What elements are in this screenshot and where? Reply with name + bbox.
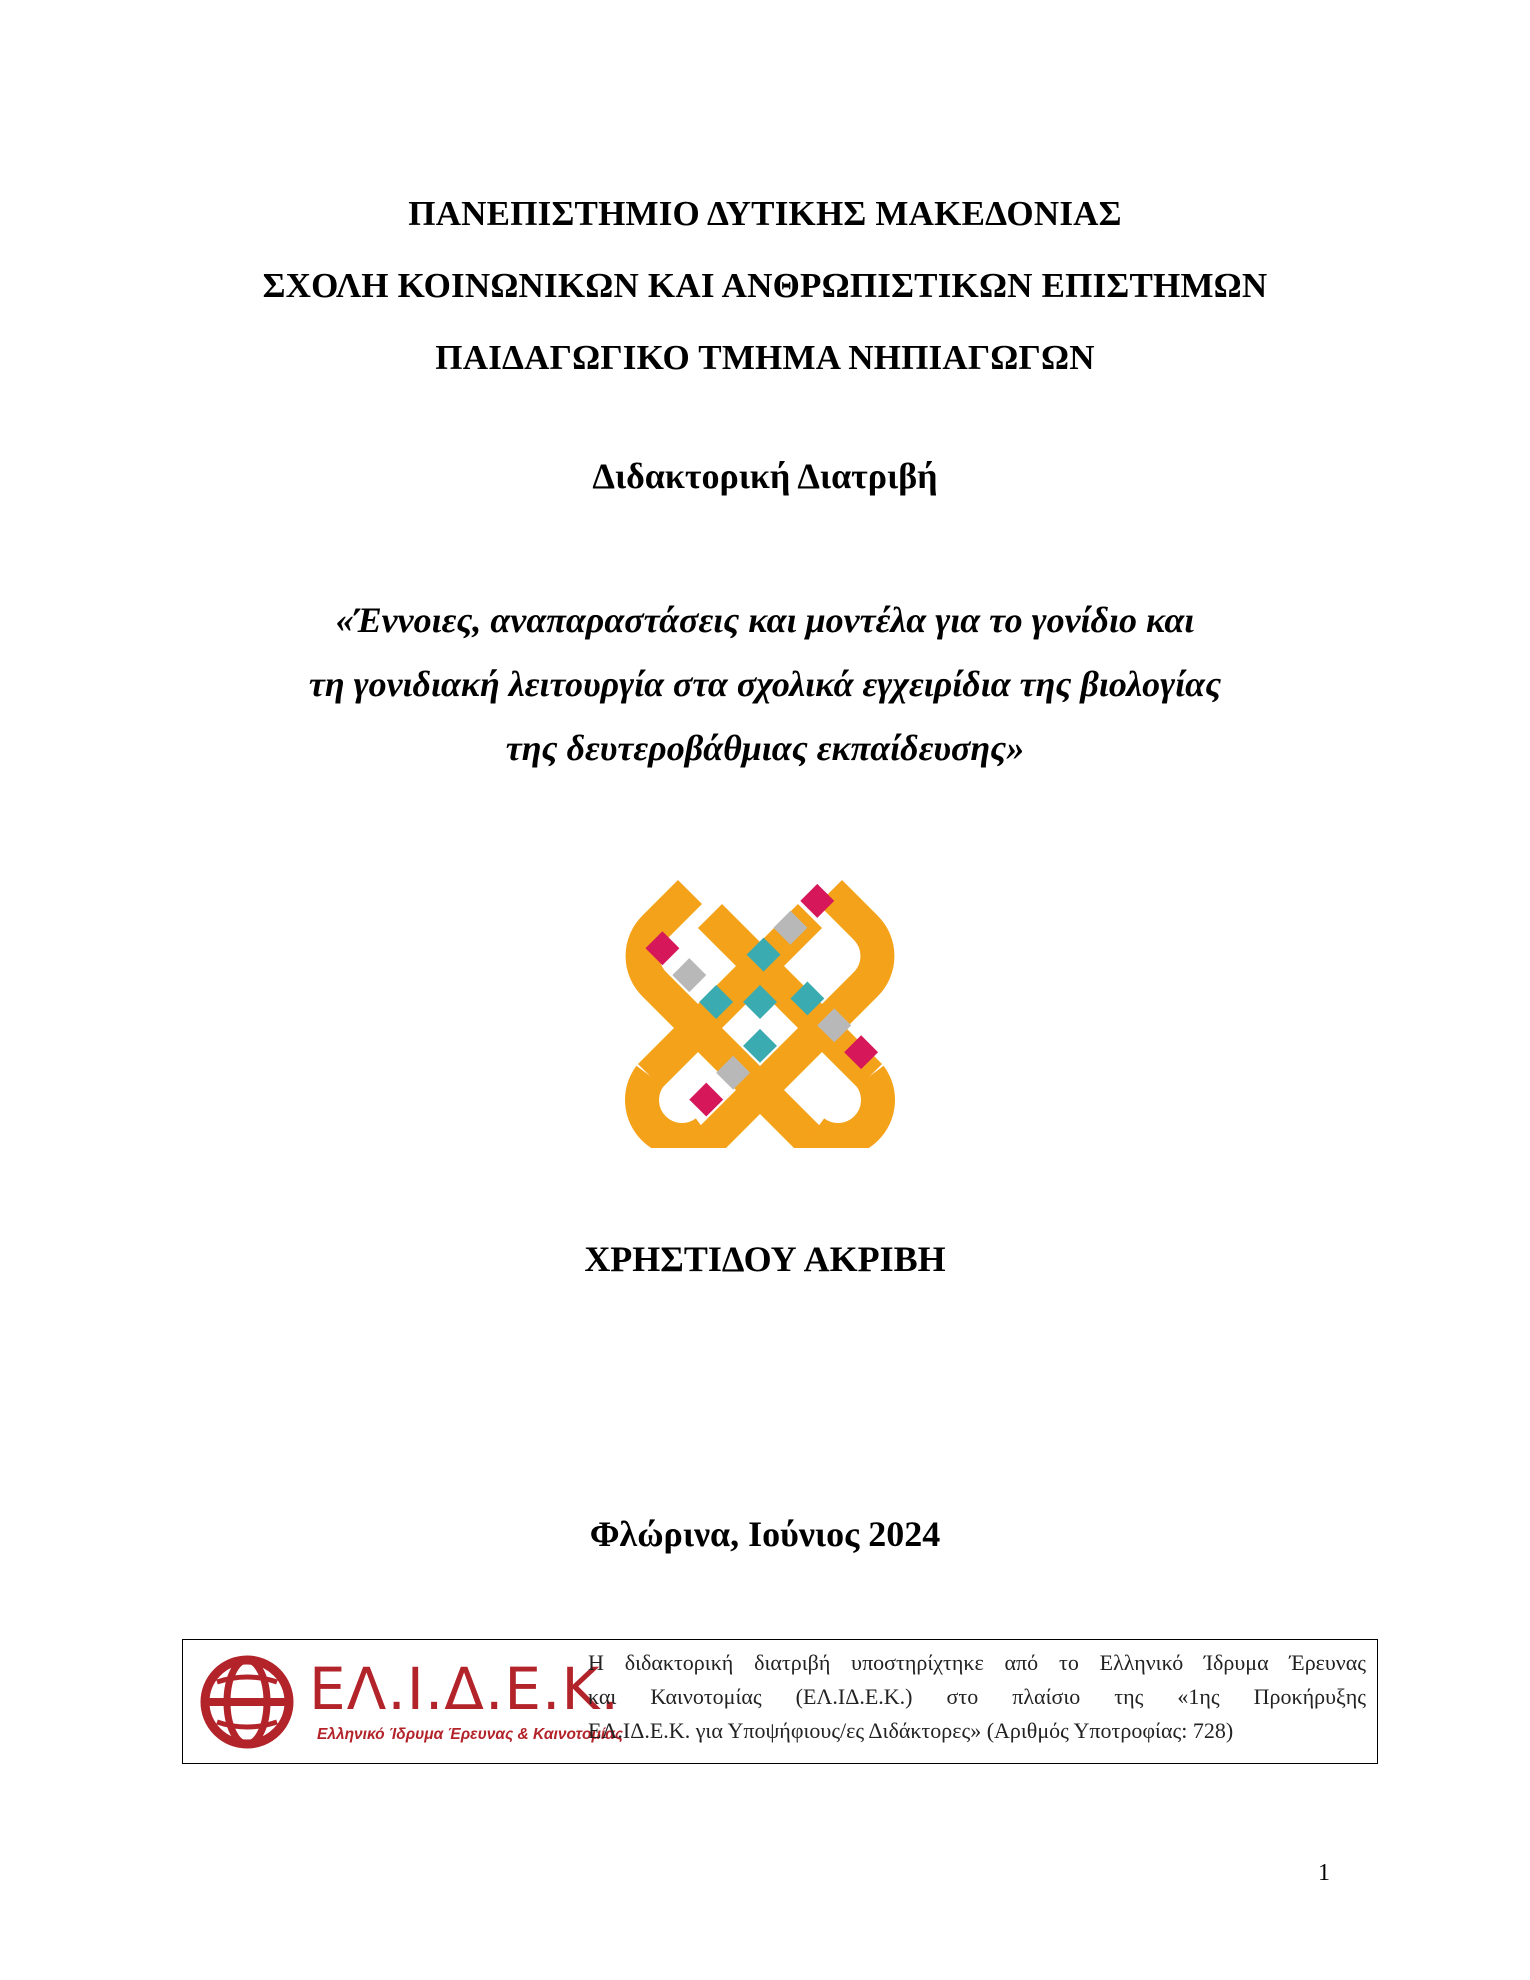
university-knot-logo-icon	[614, 856, 906, 1148]
funding-acknowledgement-box	[182, 1639, 1378, 1764]
thesis-title-line-3: της δευτεροβάθμιας εκπαίδευσης»	[505, 728, 1025, 768]
department-name: ΠΑΙΔΑΓΩΓΙΚΟ ΤΜΗΜΑ ΝΗΠΙΑΓΩΓΩΝ	[435, 338, 1095, 377]
university-name: ΠΑΝΕΠΙΣΤΗΜΙΟ ΔΥΤΙΚΗΣ ΜΑΚΕΔΟΝΙΑΣ	[408, 194, 1122, 233]
document-type: Διδακτορική Διατριβή	[592, 456, 938, 496]
elidek-logo-name: ΕΛ.Ι.Δ.Ε.Κ.	[309, 1655, 620, 1723]
institution-header	[0, 178, 1530, 394]
elidek-logo-subtitle: Ελληνικό Ίδρυμα Έρευνας & Καινοτομίας	[317, 1726, 623, 1743]
funding-text-line-2: και Καινοτομίας (ΕΛ.ΙΔ.Ε.Κ.) στο πλαίσιο της «1ης Προκήρυξης	[588, 1684, 1366, 1709]
place-and-date: Φλώρινα, Ιούνιος 2024	[589, 1514, 941, 1554]
school-name: ΣΧΟΛΗ ΚΟΙΝΩΝΙΚΩΝ ΚΑΙ ΑΝΘΡΩΠΙΣΤΙΚΩΝ ΕΠΙΣΤΗΜΩΝ	[262, 266, 1268, 305]
funding-text	[588, 1646, 1366, 1748]
author-name: ΧΡΗΣΤΙΔΟΥ ΑΚΡΙΒΗ	[584, 1239, 946, 1279]
page-number: 1	[1318, 1860, 1330, 1886]
elidek-globe-icon	[197, 1652, 297, 1752]
thesis-title	[0, 588, 1530, 780]
thesis-title-line-1: «Έννοιες, αναπαραστάσεις και μοντέλα για το γονίδιο και	[335, 600, 1195, 640]
funding-text-line-3: ΕΛ.ΙΔ.Ε.Κ. για Υποψήφιους/ες Διδάκτορες» (Αριθμός Υποτροφίας: 728)	[588, 1718, 1234, 1743]
university-logo	[614, 856, 906, 1148]
funding-text-line-1: Η διδακτορική διατριβή υποστηρίχτηκε από το Ελληνικό Ίδρυμα Έρευνας	[588, 1650, 1366, 1675]
thesis-title-line-2: τη γονιδιακή λειτουργία στα σχολικά εγχειρίδια της βιολογίας	[308, 664, 1222, 704]
